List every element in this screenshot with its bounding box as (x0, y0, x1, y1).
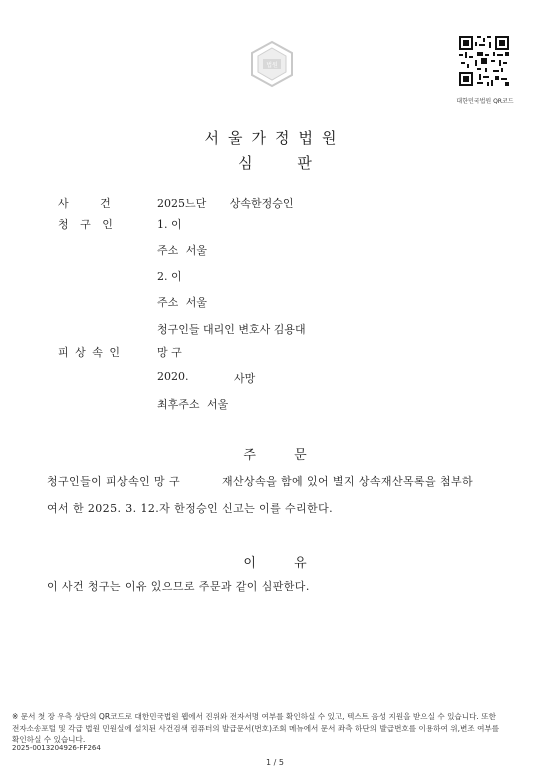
emblem-text: 법원 (266, 62, 278, 69)
qr-code-icon[interactable] (459, 36, 509, 86)
document-number: 2025-0013204926-FF264 (12, 744, 101, 752)
claimant-2-address: 주소 서울 (157, 296, 208, 309)
case-label: 사 건 (58, 197, 111, 210)
decedent-label: 피 상 속 인 (58, 346, 120, 359)
reason-text: 이 사건 청구는 이유 있으므로 주문과 같이 심판한다. (47, 580, 310, 593)
decedent-death-word: 사망 (234, 372, 256, 385)
court-name: 서울가정법원 (204, 129, 346, 147)
order-line-1b: 재산상속을 함에 있어 별지 상속재산목록을 첨부하 (222, 475, 474, 488)
order-line-2: 여서 한 2025. 3. 12.자 한정승인 신고는 이를 수리한다. (47, 502, 333, 515)
court-emblem-icon (248, 40, 296, 88)
claimant-agent: 청구인들 대리인 변호사 김용대 (157, 323, 306, 336)
order-line-1a: 청구인들이 피상속인 망 구 (47, 475, 180, 488)
document-title: 심 판 (238, 154, 312, 172)
page-number: 1 / 5 (266, 758, 284, 767)
decedent-name: 망 구 (157, 346, 182, 359)
qr-code-label: 대한민국법원 QR코드 (456, 98, 514, 105)
claimant-2-name: 2. 이 (157, 270, 182, 283)
decedent-last-address: 최후주소 서울 (157, 398, 229, 411)
claimant-label: 청 구 인 (58, 218, 113, 231)
claimant-1-address: 주소 서울 (157, 244, 208, 257)
reason-heading: 이 유 (243, 556, 307, 571)
order-heading: 주 문 (243, 448, 307, 463)
verification-note: ※ 문서 첫 장 우측 상단의 QR코드로 대한민국법원 웹에서 진위와 전자서명 여부를 확인하실 수 있고, 텍스트 음성 지원을 받으실 수 있습니다. 또한 전자소송포털 및 각급 법원 민원실에 설치된 사건검색 컴퓨터의 발급문서(번호)조회 메뉴에서 문서 좌측 하단의 발급번호를 이용하여 위,변조 여부를 확인하실 수 있습니다. (12, 712, 500, 744)
case-value: 2025느단 상속한정승인 (157, 197, 294, 210)
claimant-1-name: 1. 이 (157, 218, 182, 231)
decedent-death-date: 2020. (157, 370, 189, 383)
